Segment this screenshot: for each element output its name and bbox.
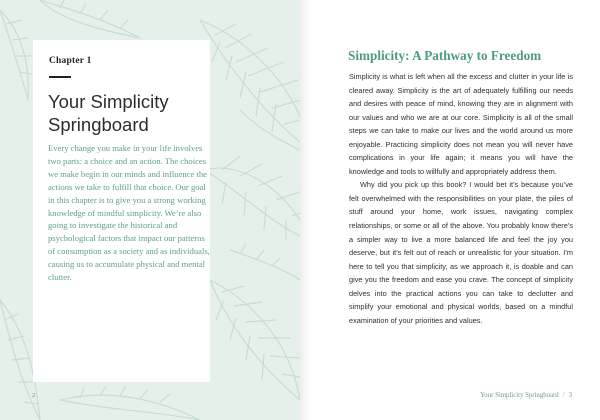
chapter-title: Your Simplicity Springboard [48,91,169,135]
chapter-intro-text: Every change you make in your life involves two parts: a choice and an action. The choices we make begin in our minds and influence the actions we take to fulfill that choice. Our goal in this chapter is to give you a strong working knowledge of mindful simplicity. We’re also going to investigate the historical and psychological factors that impact our patterns of consumption as a society and as individuals, causing us to accumulate physical and mental clutter. [48,143,210,283]
right-page-number: 3 [568,392,572,399]
running-footer [480,392,572,399]
chapter-label: Chapter 1 [49,56,92,66]
gutter-shadow [300,0,310,420]
chapter-rule-divider [49,76,71,78]
section-heading: Simplicity: A Pathway to Freedom [348,48,542,63]
body-paragraph: Simplicity is what is left when all the excess and clutter in your life is cleared away. Simplicity is the art of adequately fulfilling our needs and desires with peace of mind, knowing they are in alignment with our values and who we are at our core. Simplicity is all of the small steps we can take to make our lives and the world around us more enjoyable. Practicing simplicity does not mean you will never have complications in your life again; it means you will have the knowledge and tools to willfully and appropriately address them. [349,72,573,176]
left-page-number: 2 [32,392,36,399]
running-footer-title: Your Simplicity Springboard [480,392,559,399]
body-copy [349,70,573,327]
footer-separator: / [562,392,565,399]
right-page [300,0,600,420]
body-paragraph: Why did you pick up this book? I would bet it’s because you’ve felt overwhelmed with the responsibilities on your plate, the piles of stuff around your home, work issues, navigating complex relationships, or some or all of the above. You probably know there’s a simpler way to live a more balanced life and feel the joy you deserve, but it’s felt out of reach or unrealistic for your situation. I’m here to tell you that simplicity, as we approach it, is doable and can give you the freedom and ease you crave. The concept of simplicity delves into the practical actions you can take to declutter and simplify your emotional and physical worlds, based on a mindful examination of your priorities and values. [349,180,573,325]
